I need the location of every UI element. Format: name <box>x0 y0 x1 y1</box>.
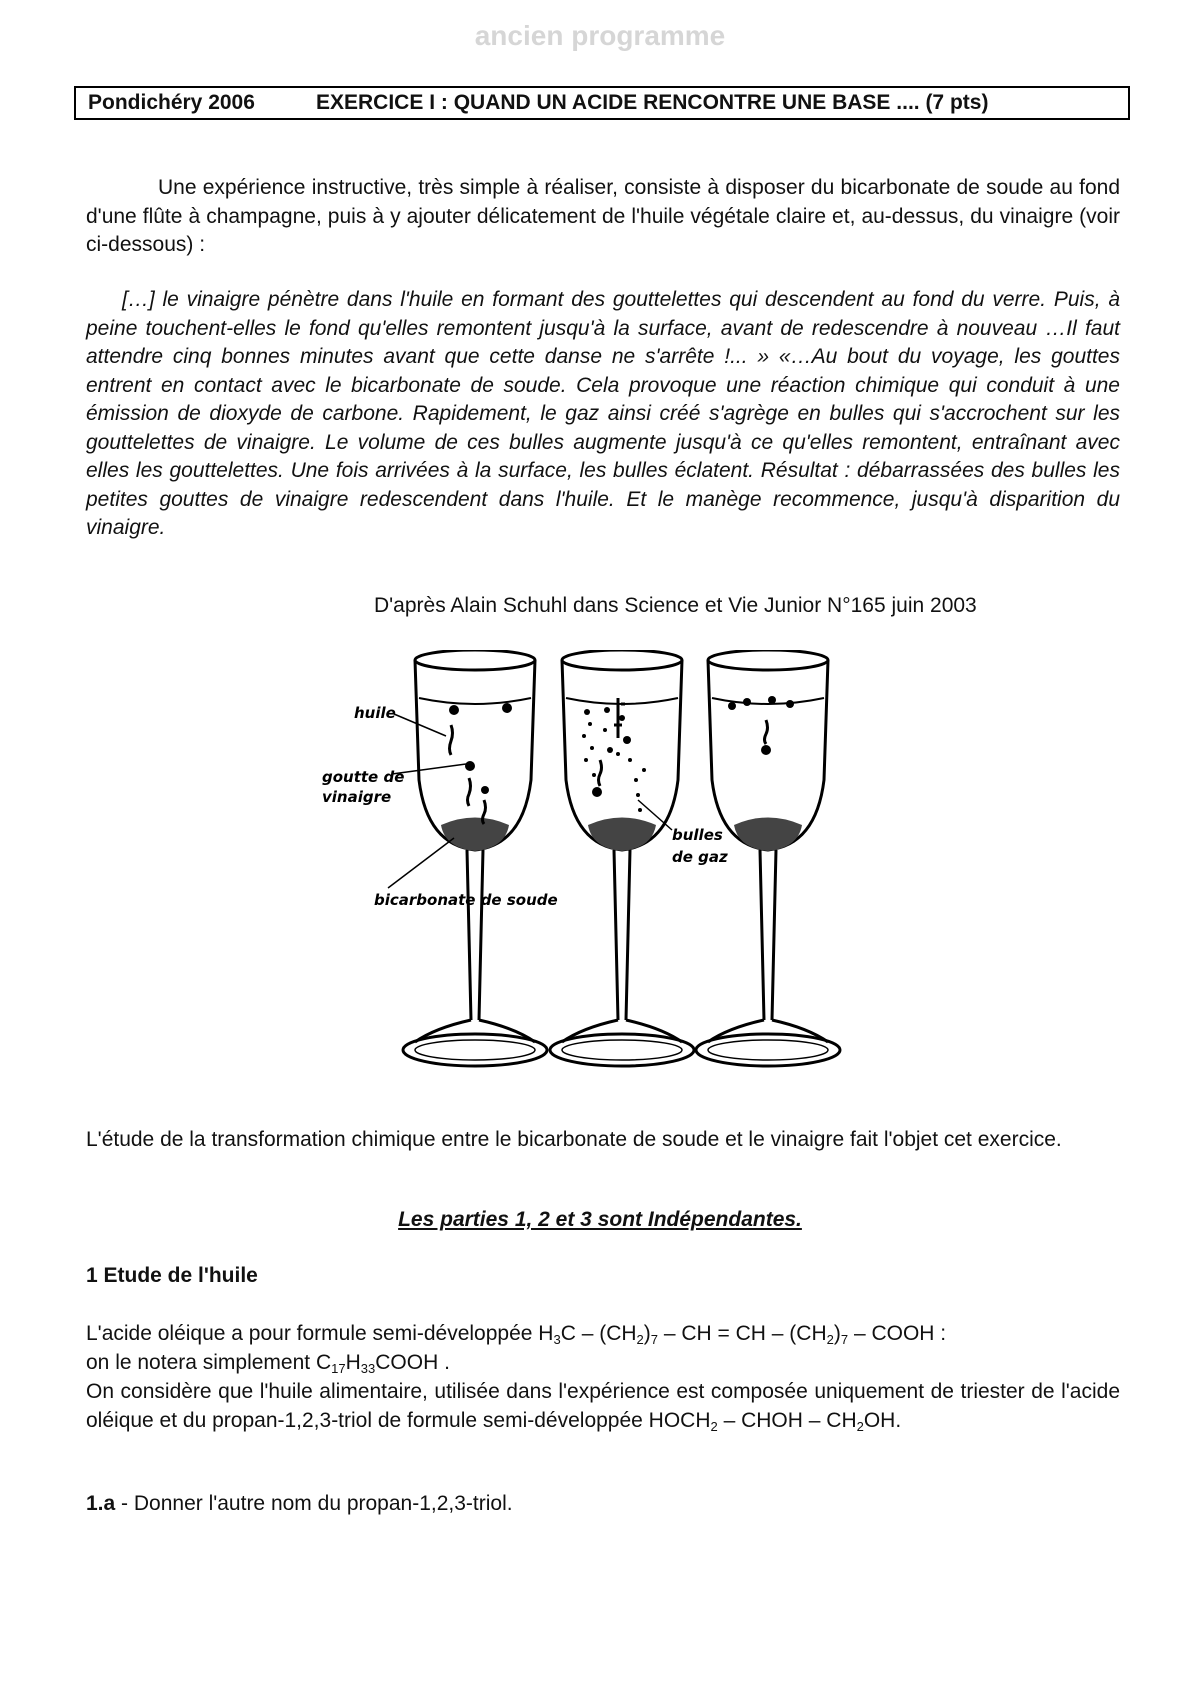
exercise-header <box>74 86 1130 120</box>
gas-bubbles-middle <box>582 698 646 812</box>
label-drop-line2: vinaigre <box>322 788 392 806</box>
champagne-glasses-figure <box>322 650 982 1090</box>
watermark: ancien programme <box>474 20 726 51</box>
parts-note: Les parties 1, 2 et 3 sont Indépendantes. <box>398 1208 802 1231</box>
oil-composition-paragraph: On considère que l'huile alimentaire, utilisée dans l'expérience est composée uniquement de triester de l'acide oléique et du propan-1,2,3-triol de formule semi-développée $HOCH_2$ – CHOH – $CH_2OH$. <box>86 1380 1120 1434</box>
exam-session: Pondichéry 2006 <box>88 91 255 114</box>
study-paragraph: L'étude de la transformation chimique entre le bicarbonate de soude et le vinaigre fait l'objet cet exercice. <box>86 1128 1062 1151</box>
vinegar-drops-left <box>449 703 512 824</box>
intro-paragraph: Une expérience instructive, très simple à réaliser, consiste à disposer du bicarbonate de soude au fond d'une flûte à champagne, puis à y ajouter délicatement de l'huile végétale claire et, au-dessus, du vinaigre (voir ci-dessous) : <box>86 176 1120 256</box>
label-drop-line1: goutte de <box>322 768 405 786</box>
label-oil: huile <box>354 704 396 722</box>
question-text: - Donner l'autre nom du propan-1,2,3-triol. <box>115 1492 513 1515</box>
label-bubbles-line2: de gaz <box>672 848 728 866</box>
source-citation: D'après Alain Schuhl dans Science et Vie Junior N°165 juin 2003 <box>374 594 977 617</box>
glass-left <box>403 650 547 1066</box>
question-number: 1.a <box>86 1492 116 1515</box>
section-1-title: 1 Etude de l'huile <box>86 1264 258 1287</box>
question-1a <box>86 1492 513 1516</box>
exercise-title: EXERCICE I : QUAND UN ACIDE RENCONTRE UNE BASE .... (7 pts) <box>316 91 989 114</box>
oleic-acid-notation: on le notera simplement $C_{17}H_{33}COOH$ . <box>86 1351 450 1376</box>
quote-paragraph: […] le vinaigre pénètre dans l'huile en formant des gouttelettes qui descendent au fond du verre. Puis, à peine touchent-elles le fond qu'elles remontent jusqu'à la surface, avant de redescendre à nouveau …Il faut attendre cinq bonnes minutes avant que cette danse ne s'arrête !... » «…Au bout du voyage, les gouttes entrent en contact avec le bicarbonate de soude. Cela provoque une réaction chimique qui conduit à une émission de dioxyde de carbone. Rapidement, le gaz ainsi créé s'agrège en bulles qui s'accrochent sur les gouttelettes de vinaigre. Le volume de ces bulles augmente jusqu'à ce qu'elles remontent, entraînant avec elles les gouttelettes. Une fois arrivées à la surface, les bulles éclatent. Résultat : débarrassées des bulles les petites gouttes de vinaigre redescendent dans l'huile. Et le manège recommence, jusqu'à disparition du vinaigre. <box>86 288 1120 539</box>
label-bubbles-line1: bulles <box>672 826 723 844</box>
oleic-acid-formula: L'acide oléique a pour formule semi-développée $H_3C - (CH_2)_7$ – CH = CH – $(CH_2)_7$ – COOH : <box>86 1322 947 1347</box>
label-bicarbonate: bicarbonate de soude <box>374 891 558 909</box>
